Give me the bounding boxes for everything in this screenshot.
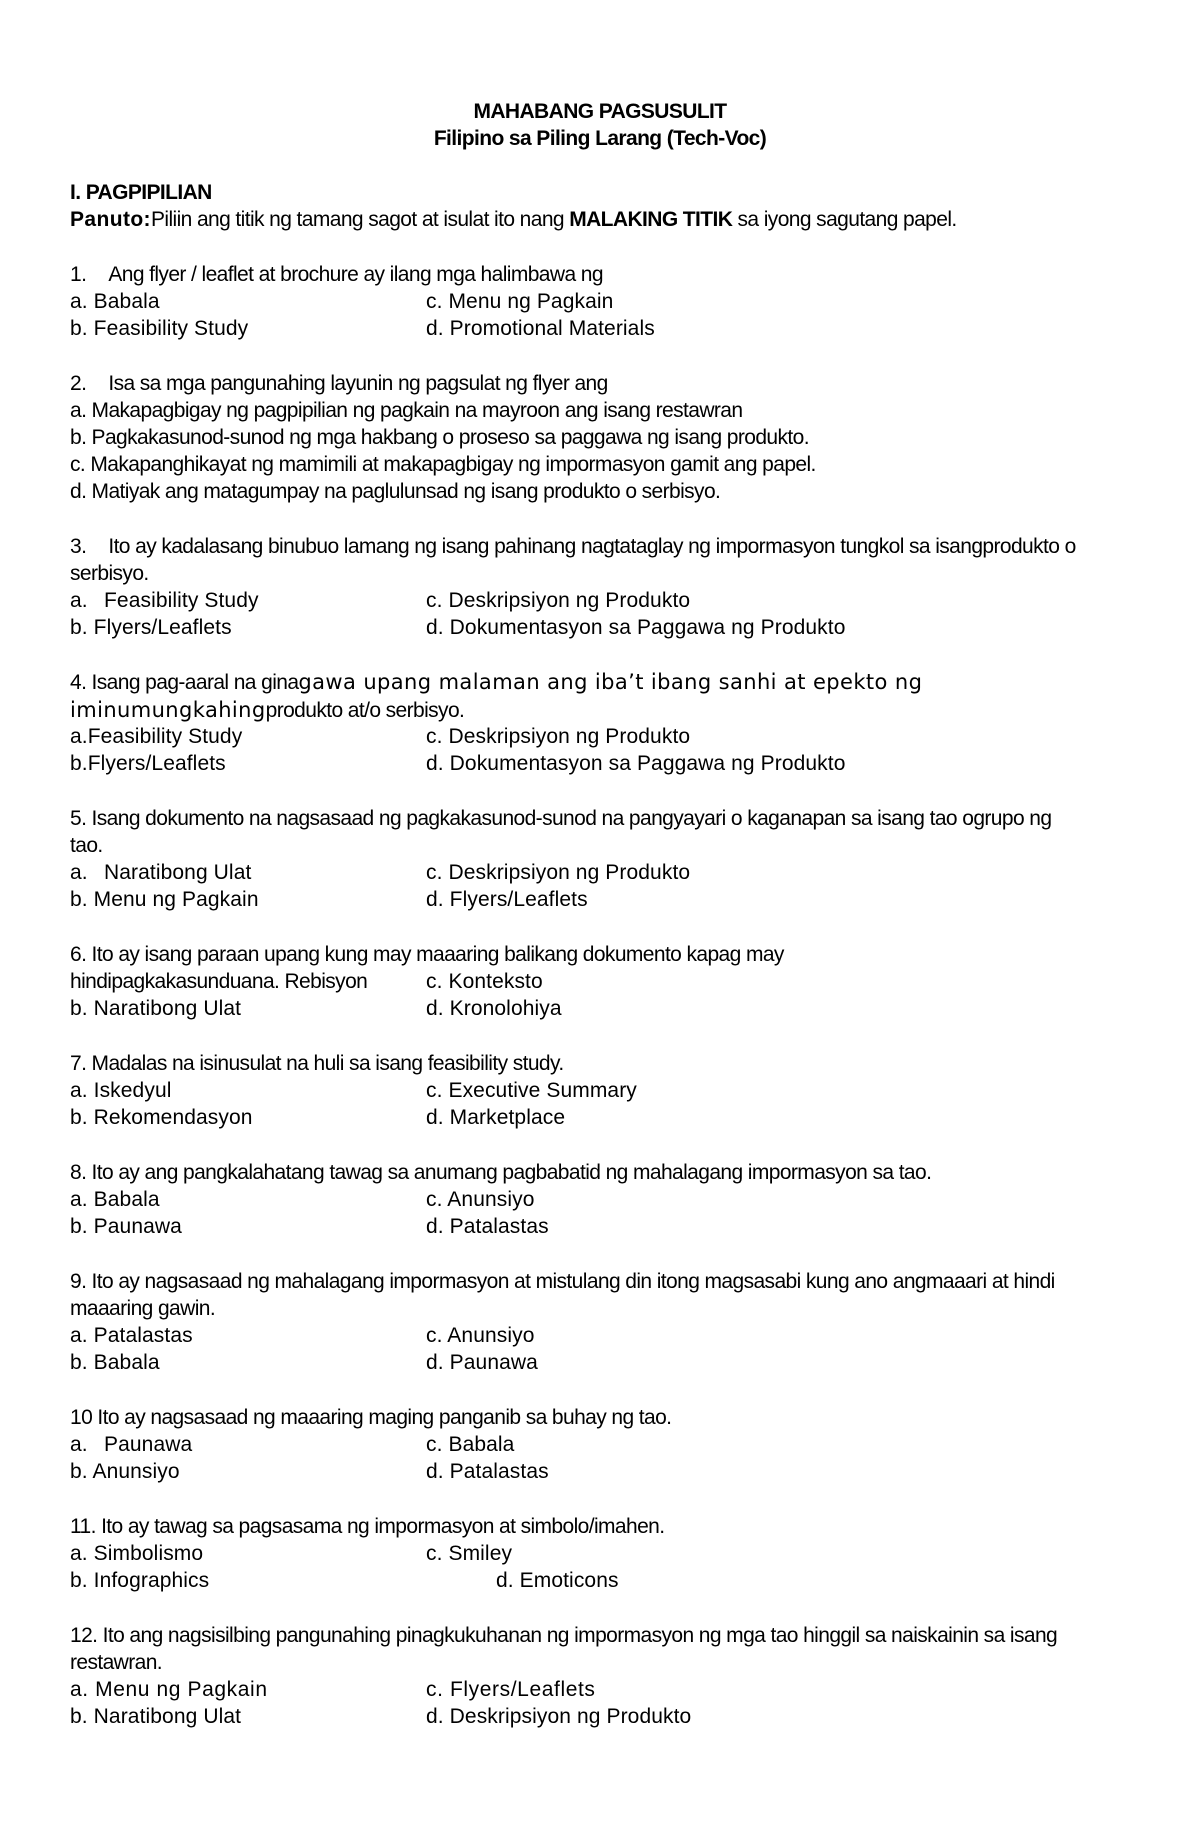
question-2	[70, 371, 608, 397]
q2-option-b: b. Pagkakasunod-sunod ng mga hakbang o proseso sa paggawa ng isang produkto.	[70, 426, 809, 449]
question-12: 12. Ito ang nagsisilbing pangunahing pinagkukuhanan ng impormasyon ng mga tao hinggil sa naiskainin sa isang	[70, 1624, 1058, 1647]
q9-option-c: c. Anunsiyo	[426, 1324, 535, 1347]
q4-option-c: c. Deskripsiyon ng Produkto	[426, 725, 691, 748]
q6-option-d: d. Kronolohiya	[426, 997, 562, 1020]
q7-option-a: a. Iskedyul	[70, 1079, 172, 1102]
q9-option-a: a. Patalastas	[70, 1324, 193, 1347]
q2-option-a: a. Makapagbigay ng pagpipilian ng pagkain na mayroon ang isang restawran	[70, 399, 743, 422]
question-6-continued: hindipagkakasunduana. Rebisyon	[70, 970, 368, 993]
q9-option-d: d. Paunawa	[426, 1351, 538, 1374]
question-stem: produkto at/o serbisyo.	[265, 699, 465, 722]
q7-option-d: d. Marketplace	[426, 1106, 566, 1129]
q12-option-a: a. Menu ng Pagkain	[70, 1678, 268, 1701]
question-3	[70, 534, 1076, 560]
q3-option-d: d. Dokumentasyon sa Paggawa ng Produkto	[426, 616, 846, 639]
question-8: 8. Ito ay ang pangkalahatang tawag sa anumang pagbabatid ng mahalagang impormasyon sa tao.	[70, 1161, 932, 1184]
instructions-text: Piliin ang titik ng tamang sagot at isulat ito nang	[150, 208, 570, 231]
question-stem: 4. Isang pag-aaral na gina	[70, 671, 299, 694]
q11-option-b: b. Infographics	[70, 1569, 210, 1592]
question-1	[70, 262, 603, 288]
q8-option-b: b. Paunawa	[70, 1215, 182, 1238]
q1-option-c: c. Menu ng Pagkain	[426, 290, 614, 313]
exam-subtitle: Filipino sa Piling Larang (Tech-Voc)	[433, 127, 767, 150]
q4-option-a: a.Feasibility Study	[70, 725, 243, 748]
question-11: 11. Ito ay tawag sa pagsasama ng impormasyon at simbolo/imahen.	[70, 1515, 665, 1538]
q5-option-b: b. Menu ng Pagkain	[70, 888, 259, 911]
q3-option-a: Feasibility Study	[104, 589, 259, 612]
question-number: 2.	[70, 372, 87, 395]
instructions	[70, 207, 957, 233]
q10-option-c: c. Babala	[426, 1433, 515, 1456]
q1-option-a: a. Babala	[70, 290, 160, 313]
q7-option-c: c. Executive Summary	[426, 1079, 637, 1102]
q4-option-d: d. Dokumentasyon sa Paggawa ng Produkto	[426, 752, 846, 775]
q3-option-a-letter: a.	[70, 589, 88, 612]
instructions-text-end: sa iyong sagutang papel.	[732, 208, 957, 231]
q10-option-b: b. Anunsiyo	[70, 1460, 180, 1483]
instructions-label: Panuto:	[70, 208, 151, 231]
question-stem: Ang flyer / leaflet at brochure ay ilang mga halimbawa ng	[108, 263, 603, 286]
q5-option-a: Naratibong Ulat	[104, 861, 252, 884]
question-5-continued: tao.	[70, 834, 103, 857]
q1-option-b: b. Feasibility Study	[70, 317, 249, 340]
q8-option-d: d. Patalastas	[426, 1215, 549, 1238]
question-number: 1.	[70, 263, 87, 286]
question-stem-alt-font: iminumungkahing	[70, 698, 266, 722]
q6-option-c: c. Konteksto	[426, 970, 543, 993]
q11-option-a: a. Simbolismo	[70, 1542, 204, 1565]
question-number: 3.	[70, 535, 87, 558]
question-7: 7. Madalas na isinusulat na huli sa isang feasibility study.	[70, 1052, 564, 1075]
q12-option-b: b. Naratibong Ulat	[70, 1705, 242, 1728]
question-5: 5. Isang dokumento na nagsasaad ng pagkakasunod-sunod na pangyayari o kaganapan sa isang tao ogrupo ng	[70, 807, 1052, 830]
q11-option-c: c. Smiley	[426, 1542, 513, 1565]
q4-option-b: b.Flyers/Leaflets	[70, 752, 226, 775]
question-9: 9. Ito ay nagsasaad ng mahalagang impormasyon at mistulang din itong magsasabi kung ano angmaaari at hindi	[70, 1270, 1055, 1293]
q10-option-a: Paunawa	[104, 1433, 193, 1456]
q5-option-a-letter: a.	[70, 861, 88, 884]
q3-option-b: b. Flyers/Leaflets	[70, 616, 232, 639]
question-10: 10 Ito ay nagsasaad ng maaaring maging panganib sa buhay ng tao.	[70, 1406, 672, 1429]
q7-option-b: b. Rekomendasyon	[70, 1106, 253, 1129]
q5-option-c: c. Deskripsiyon ng Produkto	[426, 861, 691, 884]
question-stem: Isa sa mga pangunahing layunin ng pagsulat ng flyer ang	[108, 372, 608, 395]
q2-option-d: d. Matiyak ang matagumpay na paglulunsad ng isang produkto o serbisyo.	[70, 480, 721, 503]
q5-option-d: d. Flyers/Leaflets	[426, 888, 588, 911]
q1-option-d: d. Promotional Materials	[426, 317, 655, 340]
instructions-emphasis: MALAKING TITIK	[569, 208, 733, 231]
question-3-continued: serbisyo.	[70, 562, 149, 585]
q8-option-a: a. Babala	[70, 1188, 160, 1211]
question-9-continued: maaaring gawin.	[70, 1297, 216, 1320]
question-6: 6. Ito ay isang paraan upang kung may maaaring balikang dokumento kapag may	[70, 943, 784, 966]
q6-option-b: b. Naratibong Ulat	[70, 997, 242, 1020]
q12-option-d: d. Deskripsiyon ng Produkto	[426, 1705, 692, 1728]
q11-option-d: d. Emoticons	[496, 1569, 619, 1592]
q10-option-d: d. Patalastas	[426, 1460, 549, 1483]
q8-option-c: c. Anunsiyo	[426, 1188, 535, 1211]
question-stem-alt-font: gawa upang malaman ang iba’t ibang sanhi at epekto ng	[298, 670, 923, 694]
q9-option-b: b. Babala	[70, 1351, 160, 1374]
question-stem: Ito ay kadalasang binubuo lamang ng isang pahinang nagtataglay ng impormasyon tungkol sa isangprodukto o	[108, 535, 1076, 558]
section-heading: I. PAGPIPILIAN	[70, 181, 212, 204]
q3-option-c: c. Deskripsiyon ng Produkto	[426, 589, 691, 612]
q12-option-c: c. Flyers/Leaflets	[426, 1678, 596, 1701]
exam-title: MAHABANG PAGSUSULIT	[473, 100, 727, 123]
question-4	[70, 669, 922, 696]
question-4-continued	[70, 697, 464, 724]
question-12-continued: restawran.	[70, 1651, 163, 1674]
q2-option-c: c. Makapanghikayat ng mamimili at makapagbigay ng impormasyon gamit ang papel.	[70, 453, 816, 476]
q10-option-a-letter: a.	[70, 1433, 88, 1456]
